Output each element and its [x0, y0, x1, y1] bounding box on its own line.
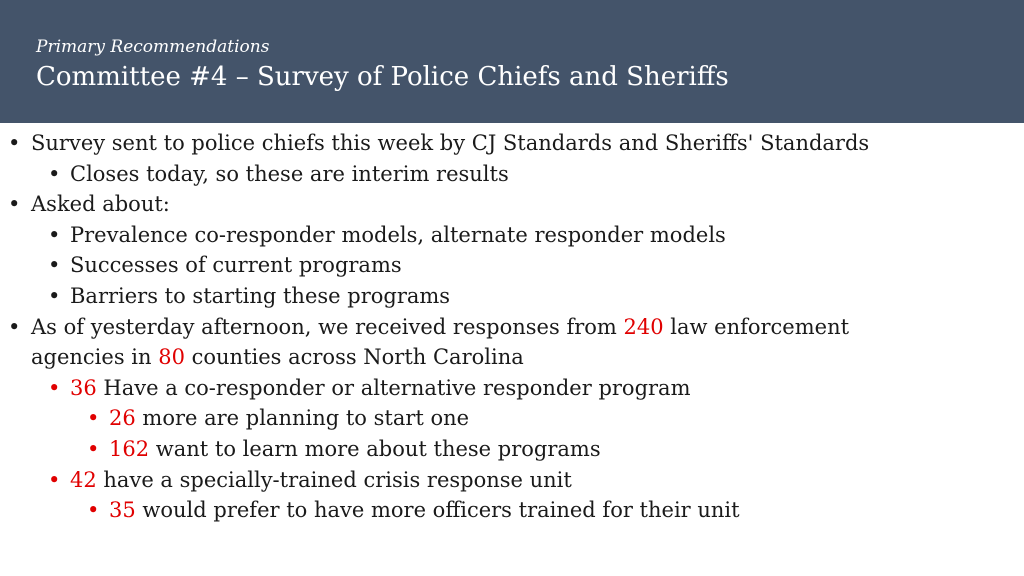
list-item-text: Barriers to starting these programs [70, 284, 451, 308]
bullet-icon: • [48, 284, 61, 308]
bullet-icon: • [87, 406, 100, 431]
bullet-icon: • [48, 375, 61, 400]
list-item-text-part: As of yesterday afternoon, we received responses from [31, 314, 624, 339]
list-item-text-part: want to learn more about these programs [149, 437, 601, 461]
list-item-text [31, 312, 849, 343]
highlight-number: 26 [109, 406, 136, 431]
bullet-icon: • [8, 314, 21, 339]
list-item-text [109, 434, 601, 465]
highlight-number: 42 [70, 467, 97, 492]
list-item-text: Asked about: [31, 192, 170, 217]
list-item-text: Successes of current programs [70, 253, 402, 278]
bullet-icon: • [48, 467, 61, 492]
bullet-icon: • [48, 222, 61, 247]
list-item-text-part: have a specially-trained crisis response unit [96, 467, 572, 492]
list-item-text-part: law enforcement [663, 314, 850, 339]
list-item-text [70, 373, 691, 404]
list-item-text: Prevalence co-responder models, alternate responder models [70, 222, 726, 247]
list-item-text-part: would prefer to have more officers trained for their unit [135, 498, 740, 523]
slide-title: Committee #4 – Survey of Police Chiefs and Sheriffs [36, 62, 729, 92]
list-item-text-part: Have a co-responder or alternative responder program [96, 375, 691, 400]
bullet-icon: • [8, 131, 21, 155]
list-item-text-part: counties across North Carolina [184, 345, 524, 370]
list-item-text: Closes today, so these are interim results [70, 161, 509, 186]
list-item-text: Survey sent to police chiefs this week by CJ Standards and Sheriffs' Standards [31, 131, 870, 155]
bullet-icon: • [8, 192, 21, 217]
list-item-text-part: agencies in [31, 345, 159, 370]
list-item-text [70, 465, 572, 496]
bullet-icon: • [48, 253, 61, 278]
highlight-number: 80 [158, 345, 185, 370]
list-item-text-part: more are planning to start one [135, 406, 470, 431]
highlight-number: 35 [109, 498, 136, 523]
list-item-text [31, 342, 524, 373]
bullet-icon: • [87, 437, 100, 461]
slide-subtitle: Primary Recommendations [36, 37, 270, 57]
highlight-number: 240 [623, 314, 664, 339]
highlight-number: 36 [70, 375, 97, 400]
list-item-text [109, 403, 469, 434]
highlight-number: 162 [109, 437, 150, 461]
bullet-icon: • [87, 498, 100, 523]
list-item-text [109, 495, 740, 526]
bullet-icon: • [48, 161, 61, 186]
title-banner [0, 0, 1024, 123]
